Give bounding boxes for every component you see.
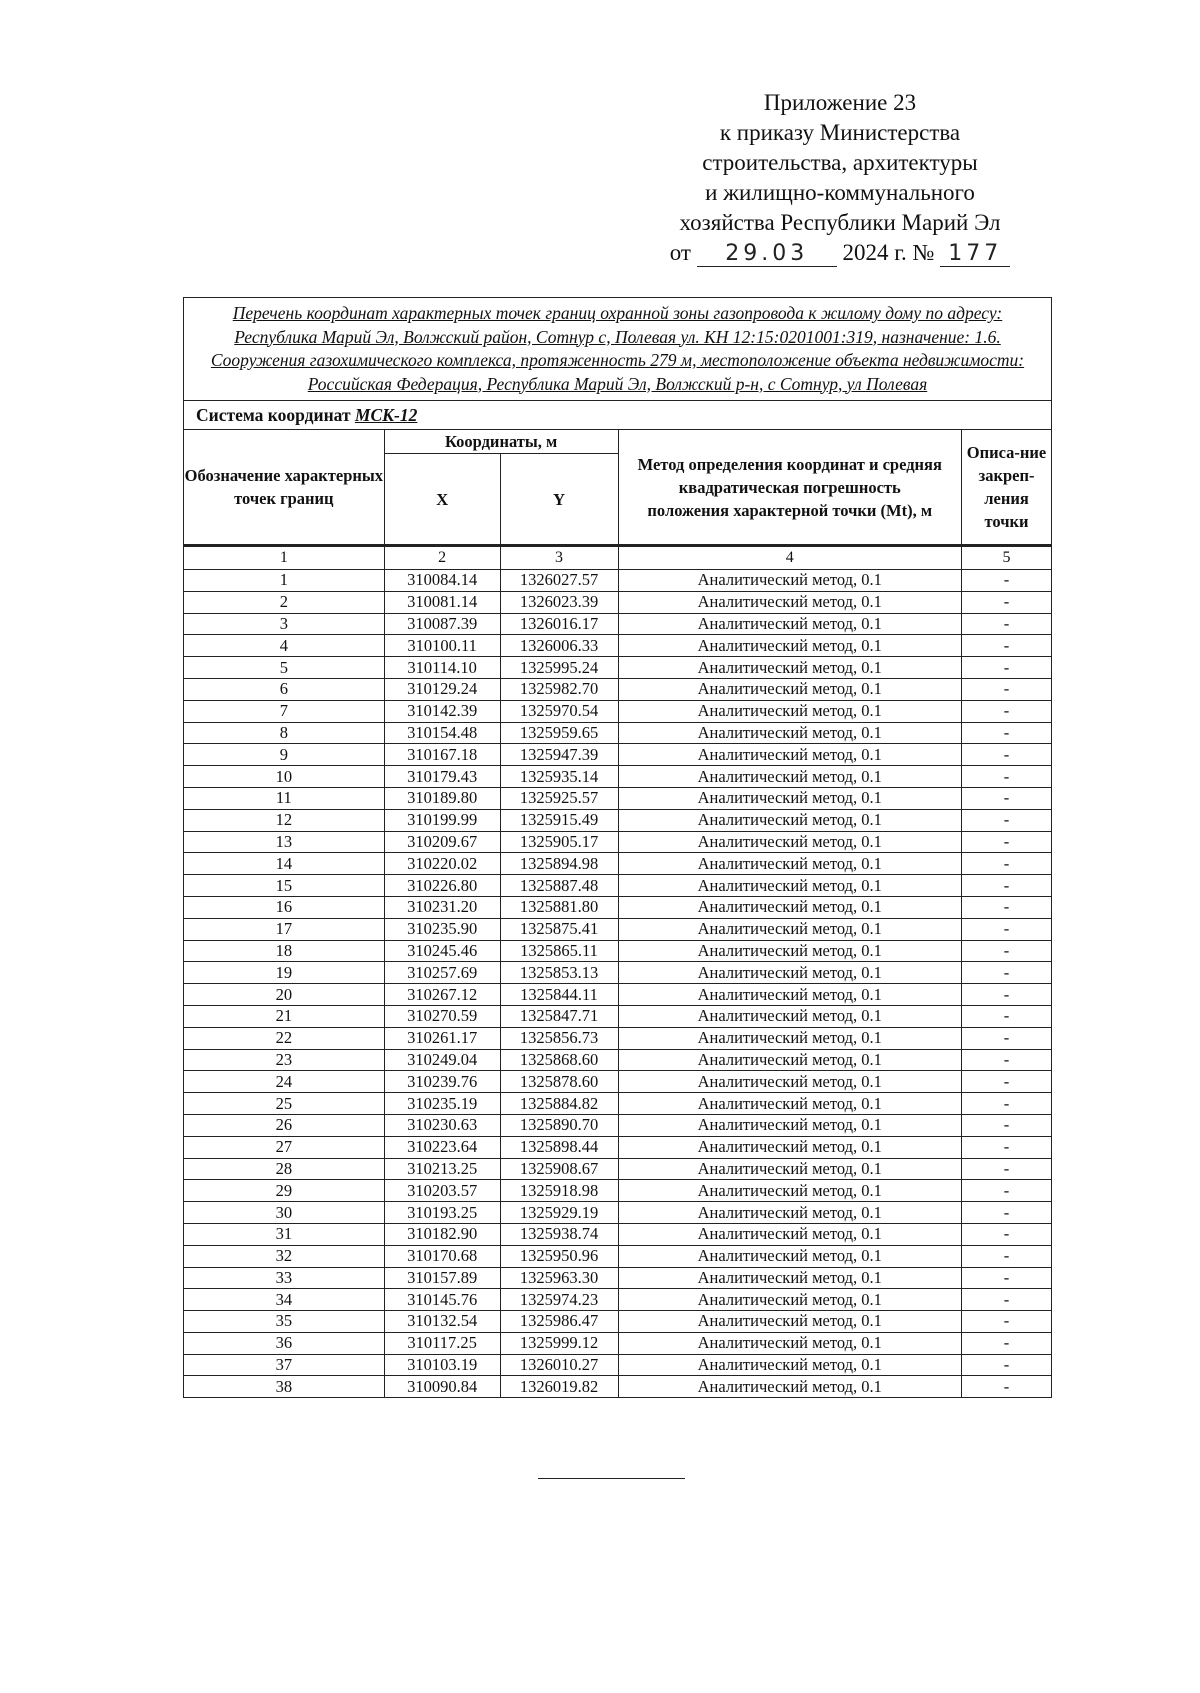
cell-coord-y: 1325878.60 — [500, 1071, 618, 1093]
cell-coord-y: 1325868.60 — [500, 1049, 618, 1071]
cell-method: Аналитический метод, 0.1 — [618, 1354, 962, 1376]
header-y: Y — [500, 454, 618, 546]
cell-description: - — [962, 613, 1052, 635]
cell-description: - — [962, 787, 1052, 809]
cell-method: Аналитический метод, 0.1 — [618, 1005, 962, 1027]
col-number: 1 — [184, 546, 385, 570]
cell-coord-x: 310203.57 — [384, 1180, 500, 1202]
cell-point-id: 10 — [184, 766, 385, 788]
cell-description: - — [962, 1267, 1052, 1289]
cell-coord-x: 310239.76 — [384, 1071, 500, 1093]
cell-coord-y: 1326027.57 — [500, 570, 618, 592]
appendix-line: Приложение 23 — [763, 90, 917, 115]
cell-coord-y: 1325853.13 — [500, 962, 618, 984]
cell-method: Аналитический метод, 0.1 — [618, 853, 962, 875]
col-number: 3 — [500, 546, 618, 570]
cell-method: Аналитический метод, 0.1 — [618, 700, 962, 722]
header-method: Метод определения координат и средняя квадратическая погрешность положения характерной точки (Mt), м — [618, 430, 962, 546]
cell-method: Аналитический метод, 0.1 — [618, 657, 962, 679]
cell-coord-x: 310157.89 — [384, 1267, 500, 1289]
cell-coord-x: 310213.25 — [384, 1158, 500, 1180]
cell-coord-x: 310142.39 — [384, 700, 500, 722]
date-prefix: от — [669, 240, 691, 265]
cell-point-id: 6 — [184, 678, 385, 700]
cell-method: Аналитический метод, 0.1 — [618, 1158, 962, 1180]
cell-description: - — [962, 744, 1052, 766]
cell-coord-y: 1325982.70 — [500, 678, 618, 700]
cell-coord-y: 1325938.74 — [500, 1223, 618, 1245]
table-row — [184, 1376, 1052, 1398]
cell-coord-y: 1325999.12 — [500, 1332, 618, 1354]
header-description: Описа-ние закреп-ления точки — [962, 430, 1052, 546]
table-row — [184, 1311, 1052, 1333]
cell-method: Аналитический метод, 0.1 — [618, 809, 962, 831]
cell-coord-x: 310179.43 — [384, 766, 500, 788]
cell-coord-y: 1325898.44 — [500, 1136, 618, 1158]
cell-coord-x: 310231.20 — [384, 896, 500, 918]
cell-method: Аналитический метод, 0.1 — [618, 1180, 962, 1202]
cell-coord-x: 310103.19 — [384, 1354, 500, 1376]
cell-method: Аналитический метод, 0.1 — [618, 635, 962, 657]
cell-description: - — [962, 570, 1052, 592]
cell-coord-y: 1325847.71 — [500, 1005, 618, 1027]
col-number: 4 — [618, 546, 962, 570]
cell-coord-y: 1325875.41 — [500, 918, 618, 940]
cell-point-id: 16 — [184, 896, 385, 918]
cell-point-id: 20 — [184, 984, 385, 1006]
table-row — [184, 1245, 1052, 1267]
cell-method: Аналитический метод, 0.1 — [618, 591, 962, 613]
header-designation: Обозначение характерных точек границ — [184, 430, 385, 546]
cell-point-id: 3 — [184, 613, 385, 635]
cell-point-id: 17 — [184, 918, 385, 940]
cell-description: - — [962, 940, 1052, 962]
cell-coord-x: 310226.80 — [384, 875, 500, 897]
cell-point-id: 28 — [184, 1158, 385, 1180]
cell-coord-y: 1325887.48 — [500, 875, 618, 897]
cell-coord-x: 310154.48 — [384, 722, 500, 744]
cell-coord-x: 310189.80 — [384, 787, 500, 809]
cell-description: - — [962, 766, 1052, 788]
cell-coord-x: 310114.10 — [384, 657, 500, 679]
cell-coord-x: 310145.76 — [384, 1289, 500, 1311]
cell-description: - — [962, 1223, 1052, 1245]
cell-point-id: 38 — [184, 1376, 385, 1398]
cell-coord-y: 1325947.39 — [500, 744, 618, 766]
cell-method: Аналитический метод, 0.1 — [618, 1114, 962, 1136]
cell-description: - — [962, 700, 1052, 722]
cell-coord-y: 1326016.17 — [500, 613, 618, 635]
appendix-line: и жилищно-коммунального — [705, 180, 975, 205]
cell-description: - — [962, 1311, 1052, 1333]
cell-description: - — [962, 1136, 1052, 1158]
cell-method: Аналитический метод, 0.1 — [618, 1376, 962, 1398]
cell-coord-y: 1325959.65 — [500, 722, 618, 744]
cell-description: - — [962, 722, 1052, 744]
appendix-line: хозяйства Республики Марий Эл — [679, 210, 1001, 235]
table-row — [184, 744, 1052, 766]
cell-coord-x: 310235.90 — [384, 918, 500, 940]
system-label: Система координат — [196, 404, 351, 425]
cell-method: Аналитический метод, 0.1 — [618, 1223, 962, 1245]
cell-description: - — [962, 809, 1052, 831]
cell-coord-y: 1325915.49 — [500, 809, 618, 831]
cell-point-id: 2 — [184, 591, 385, 613]
cell-coord-y: 1325995.24 — [500, 657, 618, 679]
appendix-line: строительства, архитектуры — [702, 150, 978, 175]
cell-method: Аналитический метод, 0.1 — [618, 1311, 962, 1333]
cell-description: - — [962, 1114, 1052, 1136]
cell-method: Аналитический метод, 0.1 — [618, 1093, 962, 1115]
table-row — [184, 1049, 1052, 1071]
cell-point-id: 33 — [184, 1267, 385, 1289]
cell-point-id: 7 — [184, 700, 385, 722]
cell-point-id: 36 — [184, 1332, 385, 1354]
cell-method: Аналитический метод, 0.1 — [618, 896, 962, 918]
cell-description: - — [962, 831, 1052, 853]
table-row — [184, 1202, 1052, 1224]
cell-point-id: 25 — [184, 1093, 385, 1115]
table-row — [184, 875, 1052, 897]
cell-coord-y: 1326023.39 — [500, 591, 618, 613]
cell-point-id: 22 — [184, 1027, 385, 1049]
cell-method: Аналитический метод, 0.1 — [618, 1071, 962, 1093]
cell-method: Аналитический метод, 0.1 — [618, 744, 962, 766]
table-row — [184, 831, 1052, 853]
cell-coord-y: 1325935.14 — [500, 766, 618, 788]
cell-method: Аналитический метод, 0.1 — [618, 1289, 962, 1311]
cell-method: Аналитический метод, 0.1 — [618, 1332, 962, 1354]
cell-coord-x: 310117.25 — [384, 1332, 500, 1354]
cell-coord-x: 310084.14 — [384, 570, 500, 592]
table-row — [184, 1267, 1052, 1289]
table-row — [184, 657, 1052, 679]
cell-coord-x: 310167.18 — [384, 744, 500, 766]
cell-coord-x: 310087.39 — [384, 613, 500, 635]
appendix-line: к приказу Министерства — [719, 120, 961, 145]
table-row — [184, 1071, 1052, 1093]
cell-method: Аналитический метод, 0.1 — [618, 831, 962, 853]
cell-coord-y: 1326019.82 — [500, 1376, 618, 1398]
cell-method: Аналитический метод, 0.1 — [618, 1049, 962, 1071]
cell-description: - — [962, 591, 1052, 613]
cell-description: - — [962, 1354, 1052, 1376]
cell-coord-x: 310261.17 — [384, 1027, 500, 1049]
cell-coord-y: 1325970.54 — [500, 700, 618, 722]
cell-description: - — [962, 918, 1052, 940]
cell-coord-x: 310199.99 — [384, 809, 500, 831]
table-row — [184, 700, 1052, 722]
cell-description: - — [962, 1158, 1052, 1180]
table-row — [184, 1354, 1052, 1376]
cell-coord-y: 1325844.11 — [500, 984, 618, 1006]
cell-point-id: 14 — [184, 853, 385, 875]
cell-point-id: 18 — [184, 940, 385, 962]
cell-point-id: 15 — [184, 875, 385, 897]
cell-point-id: 1 — [184, 570, 385, 592]
cell-coord-x: 310249.04 — [384, 1049, 500, 1071]
order-year: 2024 г. № — [842, 240, 935, 265]
table-row — [184, 1136, 1052, 1158]
cell-coord-y: 1326006.33 — [500, 635, 618, 657]
cell-point-id: 5 — [184, 657, 385, 679]
cell-coord-y: 1325974.23 — [500, 1289, 618, 1311]
table-row — [184, 613, 1052, 635]
cell-coord-y: 1325865.11 — [500, 940, 618, 962]
table-row — [184, 1005, 1052, 1027]
cell-coord-y: 1326010.27 — [500, 1354, 618, 1376]
header-coords: Координаты, м — [384, 430, 618, 454]
cell-coord-x: 310209.67 — [384, 831, 500, 853]
table-row — [184, 1158, 1052, 1180]
table-row — [184, 678, 1052, 700]
table-row — [184, 1289, 1052, 1311]
cell-point-id: 23 — [184, 1049, 385, 1071]
cell-description: - — [962, 1245, 1052, 1267]
table-row — [184, 787, 1052, 809]
appendix-header — [630, 88, 1050, 268]
cell-coord-x: 310129.24 — [384, 678, 500, 700]
cell-method: Аналитический метод, 0.1 — [618, 962, 962, 984]
cell-method: Аналитический метод, 0.1 — [618, 1245, 962, 1267]
col-number: 2 — [384, 546, 500, 570]
cell-coord-x: 310223.64 — [384, 1136, 500, 1158]
system-value: МСК-12 — [354, 404, 418, 425]
cell-point-id: 29 — [184, 1180, 385, 1202]
cell-point-id: 30 — [184, 1202, 385, 1224]
cell-method: Аналитический метод, 0.1 — [618, 570, 962, 592]
cell-point-id: 13 — [184, 831, 385, 853]
cell-coord-x: 310193.25 — [384, 1202, 500, 1224]
cell-point-id: 19 — [184, 962, 385, 984]
cell-point-id: 32 — [184, 1245, 385, 1267]
table-title: Перечень координат характерных точек границ охранной зоны газопровода к жилому дому по адресу: Республика Марий Эл, Волжский район, Сотнур с, Полевая ул. КН 12:15:0201001:319, назначение: 1.6. Сооружения газохимического комплекса, протяженность 279 м, местоположение объекта недвижимости: Российская Федерация, Республика Марий Эл, Волжский р-н, с Сотнур, ул Полевая — [184, 298, 1052, 401]
cell-description: - — [962, 896, 1052, 918]
table-row — [184, 1093, 1052, 1115]
cell-description: - — [962, 1180, 1052, 1202]
cell-point-id: 27 — [184, 1136, 385, 1158]
table-row — [184, 918, 1052, 940]
cell-coord-y: 1325925.57 — [500, 787, 618, 809]
cell-point-id: 9 — [184, 744, 385, 766]
cell-method: Аналитический метод, 0.1 — [618, 875, 962, 897]
cell-method: Аналитический метод, 0.1 — [618, 722, 962, 744]
cell-coord-y: 1325908.67 — [500, 1158, 618, 1180]
cell-coord-x: 310081.14 — [384, 591, 500, 613]
cell-coord-y: 1325918.98 — [500, 1180, 618, 1202]
table-row — [184, 591, 1052, 613]
cell-point-id: 11 — [184, 787, 385, 809]
cell-coord-y: 1325881.80 — [500, 896, 618, 918]
handwritten-date: 29.03 — [697, 242, 837, 267]
table-row — [184, 853, 1052, 875]
cell-coord-y: 1325894.98 — [500, 853, 618, 875]
cell-coord-x: 310270.59 — [384, 1005, 500, 1027]
cell-description: - — [962, 1202, 1052, 1224]
cell-description: - — [962, 1093, 1052, 1115]
appendix-date-line — [630, 238, 1050, 268]
cell-coord-y: 1325950.96 — [500, 1245, 618, 1267]
col-number: 5 — [962, 546, 1052, 570]
cell-coord-x: 310090.84 — [384, 1376, 500, 1398]
cell-coord-y: 1325890.70 — [500, 1114, 618, 1136]
cell-method: Аналитический метод, 0.1 — [618, 678, 962, 700]
cell-method: Аналитический метод, 0.1 — [618, 787, 962, 809]
coordinate-system — [184, 401, 1052, 430]
cell-point-id: 21 — [184, 1005, 385, 1027]
cell-point-id: 12 — [184, 809, 385, 831]
cell-description: - — [962, 1376, 1052, 1398]
cell-coord-x: 310257.69 — [384, 962, 500, 984]
cell-coord-y: 1325884.82 — [500, 1093, 618, 1115]
cell-description: - — [962, 635, 1052, 657]
footer-divider — [538, 1478, 685, 1479]
table-row — [184, 1114, 1052, 1136]
cell-point-id: 26 — [184, 1114, 385, 1136]
cell-method: Аналитический метод, 0.1 — [618, 918, 962, 940]
cell-method: Аналитический метод, 0.1 — [618, 940, 962, 962]
cell-coord-x: 310267.12 — [384, 984, 500, 1006]
table-row — [184, 722, 1052, 744]
table-row — [184, 896, 1052, 918]
cell-description: - — [962, 1071, 1052, 1093]
header-x: X — [384, 454, 500, 546]
handwritten-order-number: 177 — [940, 242, 1010, 267]
cell-coord-x: 310230.63 — [384, 1114, 500, 1136]
cell-method: Аналитический метод, 0.1 — [618, 1136, 962, 1158]
cell-method: Аналитический метод, 0.1 — [618, 984, 962, 1006]
table-row — [184, 1332, 1052, 1354]
table-row — [184, 766, 1052, 788]
cell-method: Аналитический метод, 0.1 — [618, 766, 962, 788]
table-row — [184, 1180, 1052, 1202]
cell-coord-x: 310182.90 — [384, 1223, 500, 1245]
cell-point-id: 34 — [184, 1289, 385, 1311]
cell-method: Аналитический метод, 0.1 — [618, 613, 962, 635]
cell-description: - — [962, 962, 1052, 984]
cell-description: - — [962, 853, 1052, 875]
cell-description: - — [962, 1049, 1052, 1071]
cell-point-id: 8 — [184, 722, 385, 744]
cell-description: - — [962, 984, 1052, 1006]
cell-coord-y: 1325963.30 — [500, 1267, 618, 1289]
cell-coord-x: 310100.11 — [384, 635, 500, 657]
table-row — [184, 1027, 1052, 1049]
cell-method: Аналитический метод, 0.1 — [618, 1267, 962, 1289]
cell-coord-x: 310220.02 — [384, 853, 500, 875]
cell-coord-x: 310245.46 — [384, 940, 500, 962]
cell-point-id: 37 — [184, 1354, 385, 1376]
cell-description: - — [962, 1027, 1052, 1049]
cell-coord-x: 310170.68 — [384, 1245, 500, 1267]
cell-method: Аналитический метод, 0.1 — [618, 1202, 962, 1224]
coordinates-table — [183, 297, 1052, 1398]
cell-description: - — [962, 1005, 1052, 1027]
table-row — [184, 570, 1052, 592]
cell-description: - — [962, 875, 1052, 897]
cell-point-id: 4 — [184, 635, 385, 657]
table-row — [184, 984, 1052, 1006]
cell-coord-y: 1325856.73 — [500, 1027, 618, 1049]
cell-point-id: 24 — [184, 1071, 385, 1093]
cell-description: - — [962, 678, 1052, 700]
cell-point-id: 31 — [184, 1223, 385, 1245]
table-row — [184, 962, 1052, 984]
table-row — [184, 1223, 1052, 1245]
cell-description: - — [962, 657, 1052, 679]
cell-coord-x: 310132.54 — [384, 1311, 500, 1333]
cell-description: - — [962, 1289, 1052, 1311]
cell-method: Аналитический метод, 0.1 — [618, 1027, 962, 1049]
cell-coord-y: 1325905.17 — [500, 831, 618, 853]
table-row — [184, 809, 1052, 831]
cell-coord-y: 1325929.19 — [500, 1202, 618, 1224]
table-row — [184, 940, 1052, 962]
cell-coord-x: 310235.19 — [384, 1093, 500, 1115]
cell-description: - — [962, 1332, 1052, 1354]
cell-coord-y: 1325986.47 — [500, 1311, 618, 1333]
table-row — [184, 635, 1052, 657]
cell-point-id: 35 — [184, 1311, 385, 1333]
